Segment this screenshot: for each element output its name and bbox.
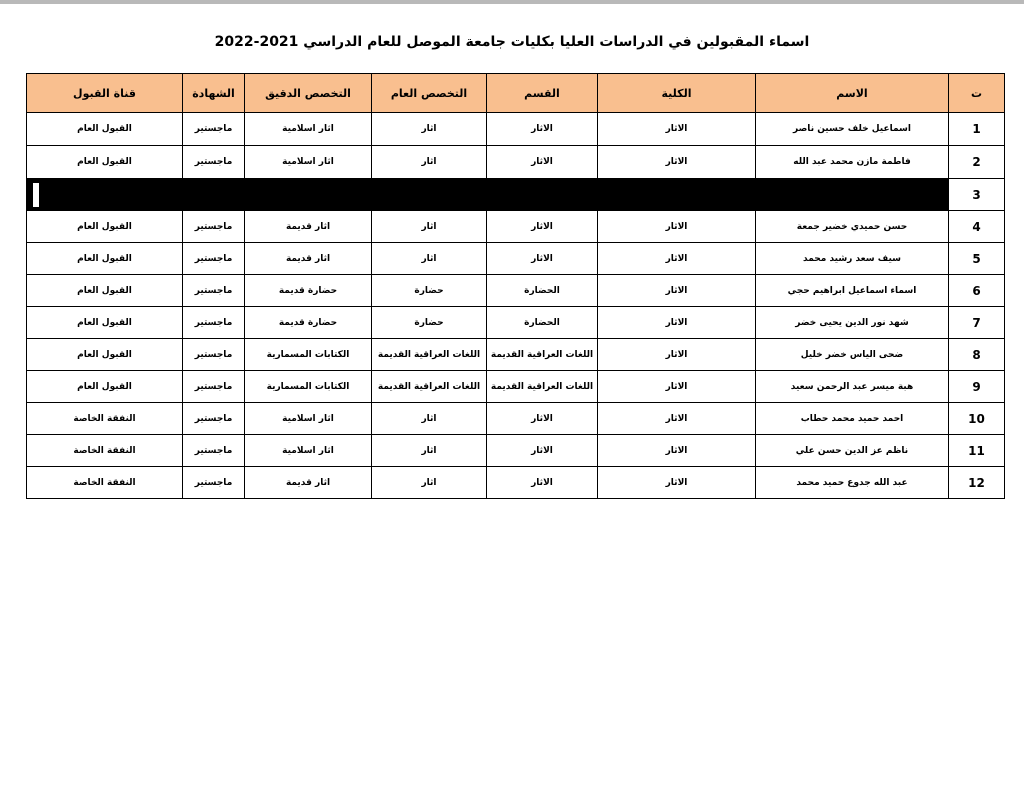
cell-num: 4 [949,211,1005,243]
cell-degree: ماجستير [183,275,245,307]
cell-general-specialization: اثار [372,403,487,435]
cell-department: الاثار [487,113,598,146]
cell-admission-channel: القبول العام [27,371,183,403]
cell-num: 2 [949,146,1005,179]
cell-college: الاثار [598,371,756,403]
table-row [27,243,1005,275]
table-header-row [27,74,1005,113]
cell-name: احمد حميد محمد حطاب [756,403,949,435]
redaction-block [27,180,948,210]
table-row-redacted [27,179,1005,211]
cell-general-specialization: حضارة [372,307,487,339]
cell-degree: ماجستير [183,113,245,146]
cell-admission-channel: القبول العام [27,113,183,146]
cell-name: سيف سعد رشيد محمد [756,243,949,275]
header-num: ت [949,74,1005,113]
table-row [27,403,1005,435]
cell-num: 6 [949,275,1005,307]
cell-num: 1 [949,113,1005,146]
cell-num: 5 [949,243,1005,275]
admissions-table [26,73,1005,499]
cell-department: الاثار [487,403,598,435]
cell-admission-channel: القبول العام [27,339,183,371]
cell-college: الاثار [598,275,756,307]
cell-degree: ماجستير [183,243,245,275]
cell-num: 9 [949,371,1005,403]
cell-college: الاثار [598,467,756,499]
cell-admission-channel: القبول العام [27,146,183,179]
cell-name: فاطمة مازن محمد عبد الله [756,146,949,179]
top-border-strip [0,0,1024,4]
cell-name: عبد الله جدوع حميد محمد [756,467,949,499]
cell-specific-specialization: الكتابات المسمارية [245,339,372,371]
cell-name: اسماعيل خلف حسين ناصر [756,113,949,146]
cell-college: الاثار [598,339,756,371]
cell-specific-specialization: اثار اسلامية [245,113,372,146]
cell-specific-specialization: اثار قديمة [245,243,372,275]
cell-general-specialization: حضارة [372,275,487,307]
cell-admission-channel: القبول العام [27,211,183,243]
cell-degree: ماجستير [183,339,245,371]
cell-degree: ماجستير [183,146,245,179]
cell-admission-channel: القبول العام [27,275,183,307]
cell-specific-specialization: اثار اسلامية [245,403,372,435]
cell-degree: ماجستير [183,307,245,339]
table-row [27,113,1005,146]
header-specific-specialization: التخصص الدقيق [245,74,372,113]
cell-college: الاثار [598,243,756,275]
cell-admission-channel: القبول العام [27,243,183,275]
cell-num: 10 [949,403,1005,435]
table-row [27,339,1005,371]
cell-college: الاثار [598,403,756,435]
cell-num: 7 [949,307,1005,339]
cell-name: ناظم عز الدين حسن علي [756,435,949,467]
cell-department: الحضارة [487,275,598,307]
cell-department: اللغات العراقية القديمة [487,371,598,403]
table-row [27,211,1005,243]
cell-general-specialization: اثار [372,113,487,146]
cell-general-specialization: اثار [372,467,487,499]
table-row [27,146,1005,179]
cell-admission-channel: النفقة الخاصة [27,435,183,467]
cell-degree: ماجستير [183,435,245,467]
cell-specific-specialization: اثار قديمة [245,467,372,499]
cell-specific-specialization: حضارة قديمة [245,275,372,307]
header-name: الاسم [756,74,949,113]
cell-department: الحضارة [487,307,598,339]
cell-department: اللغات العراقية القديمة [487,339,598,371]
cell-specific-specialization: اثار اسلامية [245,146,372,179]
cell-name: اسماء اسماعيل ابراهيم حجي [756,275,949,307]
cell-admission-channel: القبول العام [27,307,183,339]
cell-department: الاثار [487,467,598,499]
document-title: اسماء المقبولين في الدراسات العليا بكليات جامعة الموصل للعام الدراسي 2021-2022 [214,34,810,50]
cell-specific-specialization: حضارة قديمة [245,307,372,339]
table-row [27,467,1005,499]
cell-specific-specialization: اثار قديمة [245,211,372,243]
cell-college: الاثار [598,435,756,467]
cell-num: 3 [949,179,1005,211]
cell-num: 11 [949,435,1005,467]
cell-college: الاثار [598,211,756,243]
redaction-bar [27,179,949,211]
cell-admission-channel: النفقة الخاصة [27,467,183,499]
cell-degree: ماجستير [183,467,245,499]
cell-name: هبة ميسر عبد الرحمن سعيد [756,371,949,403]
cell-general-specialization: اثار [372,435,487,467]
cell-general-specialization: اثار [372,211,487,243]
cell-college: الاثار [598,113,756,146]
cell-num: 8 [949,339,1005,371]
cell-department: الاثار [487,146,598,179]
header-admission-channel: قناة القبول [27,74,183,113]
redaction-gap [33,183,39,207]
header-degree: الشهادة [183,74,245,113]
cell-degree: ماجستير [183,371,245,403]
cell-college: الاثار [598,307,756,339]
cell-general-specialization: اثار [372,243,487,275]
cell-general-specialization: اللغات العراقية القديمة [372,339,487,371]
header-college: الكلية [598,74,756,113]
cell-college: الاثار [598,146,756,179]
table-row [27,371,1005,403]
cell-degree: ماجستير [183,403,245,435]
cell-specific-specialization: الكتابات المسمارية [245,371,372,403]
cell-department: الاثار [487,243,598,275]
table-row [27,435,1005,467]
cell-num: 12 [949,467,1005,499]
cell-specific-specialization: اثار اسلامية [245,435,372,467]
table-row [27,275,1005,307]
cell-name: ضحى الياس خضر خليل [756,339,949,371]
cell-name: حسن حميدي خضير جمعة [756,211,949,243]
header-general-specialization: التخصص العام [372,74,487,113]
cell-general-specialization: اثار [372,146,487,179]
cell-department: الاثار [487,435,598,467]
cell-degree: ماجستير [183,211,245,243]
cell-department: الاثار [487,211,598,243]
cell-name: شهد نور الدين يحيى خضر [756,307,949,339]
header-department: القسم [487,74,598,113]
table-row [27,307,1005,339]
cell-general-specialization: اللغات العراقية القديمة [372,371,487,403]
cell-admission-channel: النفقة الخاصة [27,403,183,435]
